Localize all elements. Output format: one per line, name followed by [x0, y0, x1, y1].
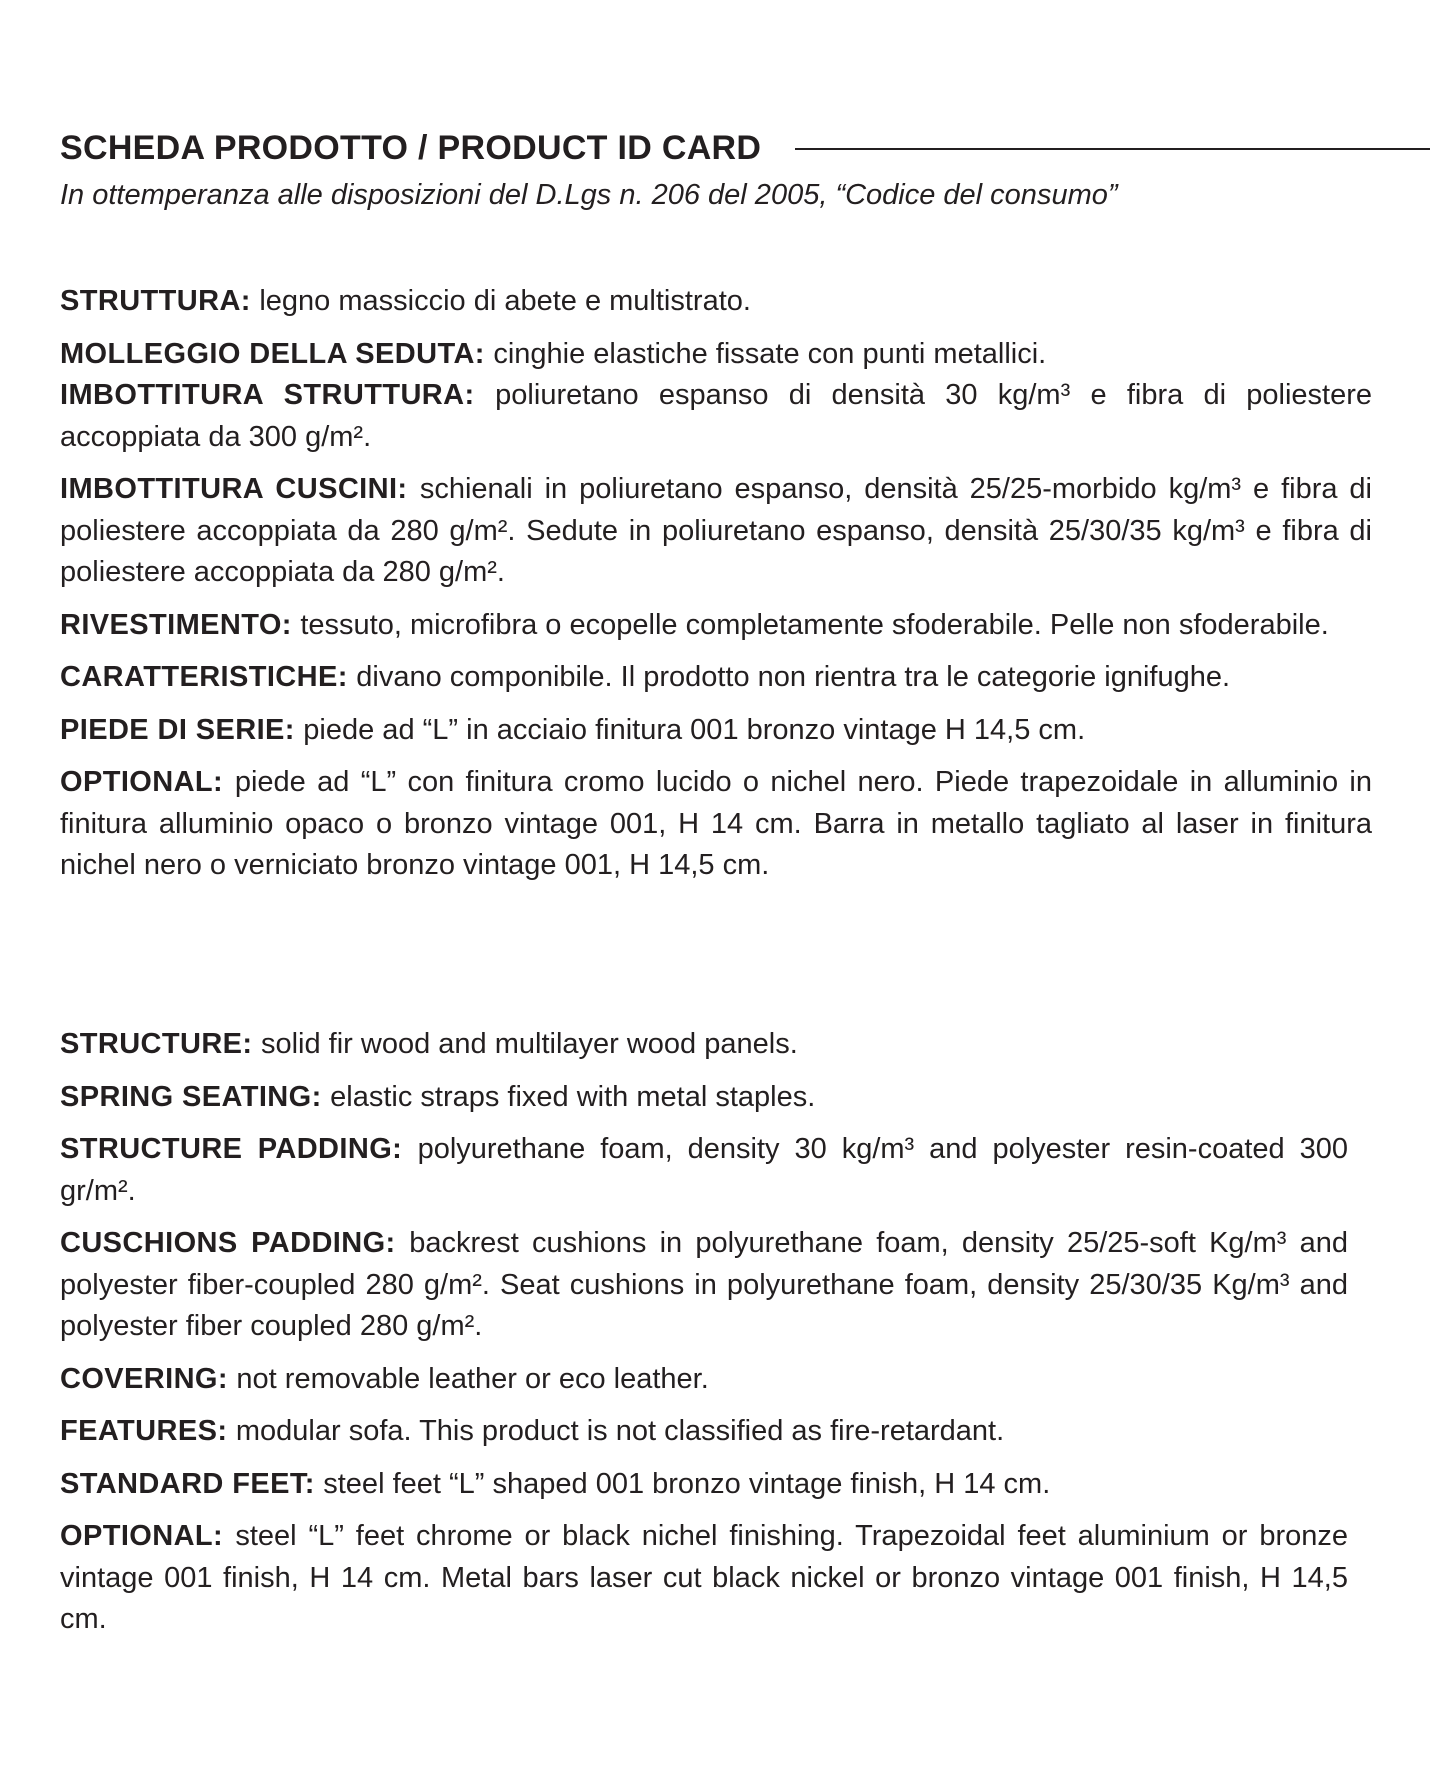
document-title: SCHEDA PRODOTTO / PRODUCT ID CARD — [60, 129, 762, 167]
spec-entry-piede-di-serie — [60, 710, 1372, 752]
document-subtitle: In ottemperanza alle disposizioni del D.Lgs n. 206 del 2005, “Codice del consumo” — [60, 179, 1118, 211]
spec-text: cinghie elastiche fissate con punti metallici. — [493, 337, 1047, 370]
spec-text: not removable leather or eco leather. — [236, 1362, 709, 1395]
spec-label: CUSCHIONS PADDING: — [60, 1227, 396, 1259]
spec-entry-structure — [60, 1024, 1348, 1066]
spec-entry-spring-seating — [60, 1077, 1348, 1119]
spec-text: schienali in poliuretano espanso, densità 25/25-morbido kg/m³ e fibra di poliestere accoppiata da 280 g/m². Sedute in poliuretano espanso, densità 25/30/35 kg/m³ e fibra di poliestere accoppiata da 280 g/m². — [60, 473, 1372, 588]
spec-entry-cushions-padding — [60, 1223, 1348, 1348]
spec-text: steel feet “L” shaped 001 bronzo vintage finish, H 14 cm. — [323, 1467, 1051, 1500]
spec-text: steel “L” feet chrome or black nichel finishing. Trapezoidal feet aluminium or bronze vintage 001 finish, H 14 cm. Metal bars laser cut black nickel or bronzo vintage 001 finish, H 14,5 cm. — [60, 1520, 1348, 1635]
spec-label: OPTIONAL: — [60, 1520, 224, 1552]
spec-entry-caratteristiche — [60, 657, 1372, 699]
italian-section — [60, 281, 1372, 898]
spec-entry-structure-padding — [60, 1129, 1348, 1212]
english-section — [60, 1024, 1348, 1652]
spec-entry-features — [60, 1411, 1348, 1453]
title-rule — [795, 148, 1430, 150]
spec-label: CARATTERISTICHE: — [60, 661, 348, 693]
spec-entry-imbottitura-cuscini — [60, 469, 1372, 594]
spec-label: SPRING SEATING: — [60, 1080, 322, 1113]
spec-label: IMBOTTITURA STRUTTURA: — [60, 379, 475, 411]
spec-label: STANDARD FEET: — [60, 1467, 315, 1500]
spec-text: piede ad “L” con finitura cromo lucido o nichel nero. Piede trapezoidale in alluminio in finitura alluminio opaco o bronzo vintage 001, H 14 cm. Barra in metallo tagliato al laser in finitura nichel nero o verniciato bronzo vintage 001, H 14,5 cm. — [60, 766, 1372, 881]
spec-entry-optional-it — [60, 762, 1372, 887]
spec-entry-covering — [60, 1359, 1348, 1401]
spec-entry-standard-feet — [60, 1464, 1348, 1506]
spec-label: STRUCTURE: — [60, 1028, 253, 1060]
spec-label: COVERING: — [60, 1362, 228, 1395]
spec-text: legno massiccio di abete e multistrato. — [259, 285, 751, 317]
spec-label: FEATURES: — [60, 1415, 228, 1447]
spec-label: PIEDE DI SERIE: — [60, 713, 295, 746]
spec-entry-rivestimento — [60, 605, 1372, 647]
spec-text: polyurethane foam, density 30 kg/m³ and polyester resin-coated 300 gr/m². — [60, 1133, 1348, 1207]
spec-entry-optional-en — [60, 1516, 1348, 1641]
spec-text: modular sofa. This product is not classified as fire-retardant. — [235, 1415, 1005, 1447]
spec-text: solid fir wood and multilayer wood panels. — [260, 1028, 798, 1060]
spec-entry-molleggio — [60, 334, 1372, 376]
spec-label: RIVESTIMENTO: — [60, 608, 292, 641]
spec-entry-imbottitura-struttura — [60, 375, 1372, 458]
spec-label: STRUCTURE PADDING: — [60, 1133, 403, 1165]
spec-text: poliuretano espanso di densità 30 kg/m³ e fibra di poliestere accoppiata da 300 g/m². — [60, 379, 1372, 453]
spec-text: elastic straps fixed with metal staples. — [330, 1080, 816, 1113]
spec-text: tessuto, microfibra o ecopelle completamente sfoderabile. Pelle non sfoderabile. — [300, 608, 1329, 641]
spec-text: backrest cushions in polyurethane foam, density 25/25-soft Kg/m³ and polyester fiber-coupled 280 g/m². Seat cushions in polyurethane foam, density 25/30/35 Kg/m³ and polyester fiber coupled 280 g/m². — [60, 1227, 1348, 1342]
spec-text: piede ad “L” in acciaio finitura 001 bronzo vintage H 14,5 cm. — [303, 713, 1086, 746]
spec-entry-struttura — [60, 281, 1372, 323]
spec-label: OPTIONAL: — [60, 766, 224, 798]
spec-label: IMBOTTITURA CUSCINI: — [60, 473, 408, 505]
spec-text: divano componibile. Il prodotto non rientra tra le categorie ignifughe. — [356, 661, 1231, 693]
header — [60, 128, 1430, 168]
spec-label: STRUTTURA: — [60, 285, 251, 317]
spec-label: MOLLEGGIO DELLA SEDUTA: — [60, 337, 485, 370]
